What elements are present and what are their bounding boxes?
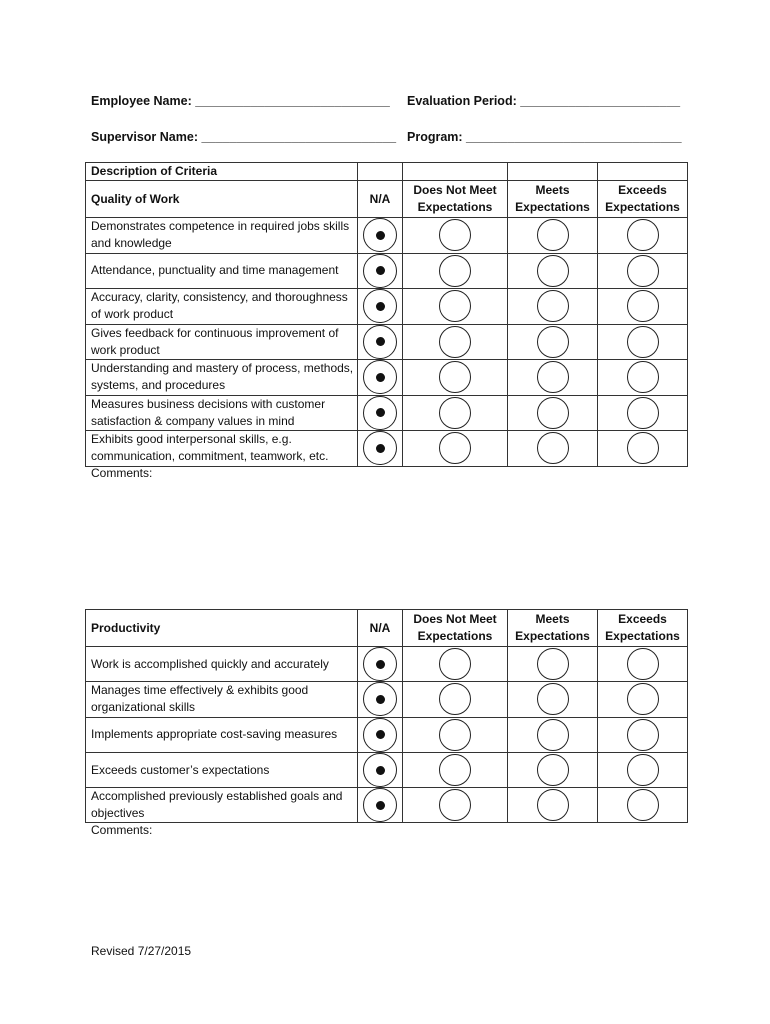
- column-na: N/A: [358, 181, 403, 218]
- radio-does-not-meet[interactable]: [439, 361, 471, 393]
- radio-does-not-meet[interactable]: [439, 683, 471, 715]
- selected-dot-icon: [376, 266, 385, 275]
- criteria-row: [86, 360, 688, 396]
- selected-dot-icon: [376, 766, 385, 775]
- radio-na[interactable]: [363, 325, 397, 359]
- employee-name-field[interactable]: Employee Name: ____________________________: [91, 94, 390, 108]
- selected-dot-icon: [376, 408, 385, 417]
- criteria-row: [86, 218, 688, 254]
- radio-meets[interactable]: [537, 719, 569, 751]
- radio-exceeds[interactable]: [627, 361, 659, 393]
- radio-does-not-meet[interactable]: [439, 648, 471, 680]
- radio-meets[interactable]: [537, 754, 569, 786]
- radio-meets[interactable]: [537, 683, 569, 715]
- radio-meets[interactable]: [537, 432, 569, 464]
- criteria-row: [86, 324, 688, 360]
- column-na: N/A: [358, 610, 403, 647]
- quality-of-work-table: [85, 162, 688, 467]
- radio-does-not-meet[interactable]: [439, 754, 471, 786]
- productivity-table: [85, 609, 688, 823]
- radio-exceeds[interactable]: [627, 432, 659, 464]
- selected-dot-icon: [376, 660, 385, 669]
- criteria-row: [86, 752, 688, 787]
- criteria-row: [86, 682, 688, 717]
- radio-does-not-meet[interactable]: [439, 326, 471, 358]
- program-field[interactable]: Program: _______________________________: [407, 130, 682, 144]
- radio-meets[interactable]: [537, 255, 569, 287]
- criteria-label: Accuracy, clarity, consistency, and thoroughness of work product: [86, 289, 358, 325]
- criteria-label: Manages time effectively & exhibits good organizational skills: [86, 682, 358, 717]
- column-exceeds: Exceeds Expectations: [598, 181, 688, 218]
- criteria-row: [86, 788, 688, 823]
- radio-meets[interactable]: [537, 397, 569, 429]
- criteria-label: Gives feedback for continuous improvement of work product: [86, 324, 358, 360]
- radio-na[interactable]: [363, 718, 397, 752]
- radio-meets[interactable]: [537, 326, 569, 358]
- criteria-label: Understanding and mastery of process, methods, systems, and procedures: [86, 360, 358, 396]
- radio-na[interactable]: [363, 254, 397, 288]
- radio-exceeds[interactable]: [627, 789, 659, 821]
- radio-does-not-meet[interactable]: [439, 255, 471, 287]
- radio-exceeds[interactable]: [627, 754, 659, 786]
- selected-dot-icon: [376, 302, 385, 311]
- radio-exceeds[interactable]: [627, 326, 659, 358]
- radio-exceeds[interactable]: [627, 683, 659, 715]
- column-meets: Meets Expectations: [508, 181, 598, 218]
- criteria-row: [86, 289, 688, 325]
- column-does-not-meet: Does Not Meet Expectations: [403, 181, 508, 218]
- criteria-label: Demonstrates competence in required jobs skills and knowledge: [86, 218, 358, 254]
- quality-of-work-title: Quality of Work: [86, 181, 358, 218]
- radio-does-not-meet[interactable]: [439, 290, 471, 322]
- radio-does-not-meet[interactable]: [439, 432, 471, 464]
- supervisor-name-field[interactable]: Supervisor Name: ____________________________: [91, 130, 397, 144]
- radio-meets[interactable]: [537, 219, 569, 251]
- radio-exceeds[interactable]: [627, 290, 659, 322]
- revised-date: Revised 7/27/2015: [91, 944, 192, 958]
- radio-na[interactable]: [363, 431, 397, 465]
- selected-dot-icon: [376, 373, 385, 382]
- column-exceeds: Exceeds Expectations: [598, 610, 688, 647]
- radio-meets[interactable]: [537, 789, 569, 821]
- criteria-row: [86, 717, 688, 752]
- criteria-label: Work is accomplished quickly and accurately: [86, 647, 358, 682]
- criteria-label: Exceeds customer’s expectations: [86, 752, 358, 787]
- criteria-label: Implements appropriate cost-saving measures: [86, 717, 358, 752]
- criteria-label: Measures business decisions with customer satisfaction & company values in mind: [86, 395, 358, 431]
- radio-na[interactable]: [363, 753, 397, 787]
- radio-does-not-meet[interactable]: [439, 219, 471, 251]
- radio-na[interactable]: [363, 218, 397, 252]
- radio-exceeds[interactable]: [627, 255, 659, 287]
- radio-na[interactable]: [363, 396, 397, 430]
- selected-dot-icon: [376, 231, 385, 240]
- radio-na[interactable]: [363, 289, 397, 323]
- radio-does-not-meet[interactable]: [439, 789, 471, 821]
- productivity-comments-label: Comments:: [91, 823, 153, 837]
- radio-meets[interactable]: [537, 648, 569, 680]
- column-meets: Meets Expectations: [508, 610, 598, 647]
- radio-na[interactable]: [363, 682, 397, 716]
- productivity-title: Productivity: [86, 610, 358, 647]
- criteria-label: Exhibits good interpersonal skills, e.g. communication, commitment, teamwork, etc.: [86, 431, 358, 467]
- radio-exceeds[interactable]: [627, 648, 659, 680]
- evaluation-period-field[interactable]: Evaluation Period: _______________________: [407, 94, 681, 108]
- description-of-criteria-label: Description of Criteria: [86, 163, 358, 181]
- radio-exceeds[interactable]: [627, 719, 659, 751]
- criteria-label: Attendance, punctuality and time management: [86, 253, 358, 289]
- radio-meets[interactable]: [537, 361, 569, 393]
- radio-na[interactable]: [363, 360, 397, 394]
- selected-dot-icon: [376, 730, 385, 739]
- selected-dot-icon: [376, 337, 385, 346]
- criteria-row: [86, 647, 688, 682]
- criteria-row: [86, 395, 688, 431]
- radio-does-not-meet[interactable]: [439, 397, 471, 429]
- radio-na[interactable]: [363, 788, 397, 822]
- radio-meets[interactable]: [537, 290, 569, 322]
- radio-exceeds[interactable]: [627, 397, 659, 429]
- column-does-not-meet: Does Not Meet Expectations: [403, 610, 508, 647]
- radio-na[interactable]: [363, 647, 397, 681]
- selected-dot-icon: [376, 801, 385, 810]
- criteria-label: Accomplished previously established goals and objectives: [86, 788, 358, 823]
- criteria-row: [86, 431, 688, 467]
- criteria-row: [86, 253, 688, 289]
- radio-does-not-meet[interactable]: [439, 719, 471, 751]
- selected-dot-icon: [376, 444, 385, 453]
- selected-dot-icon: [376, 695, 385, 704]
- radio-exceeds[interactable]: [627, 219, 659, 251]
- quality-comments-label: Comments:: [91, 466, 153, 480]
